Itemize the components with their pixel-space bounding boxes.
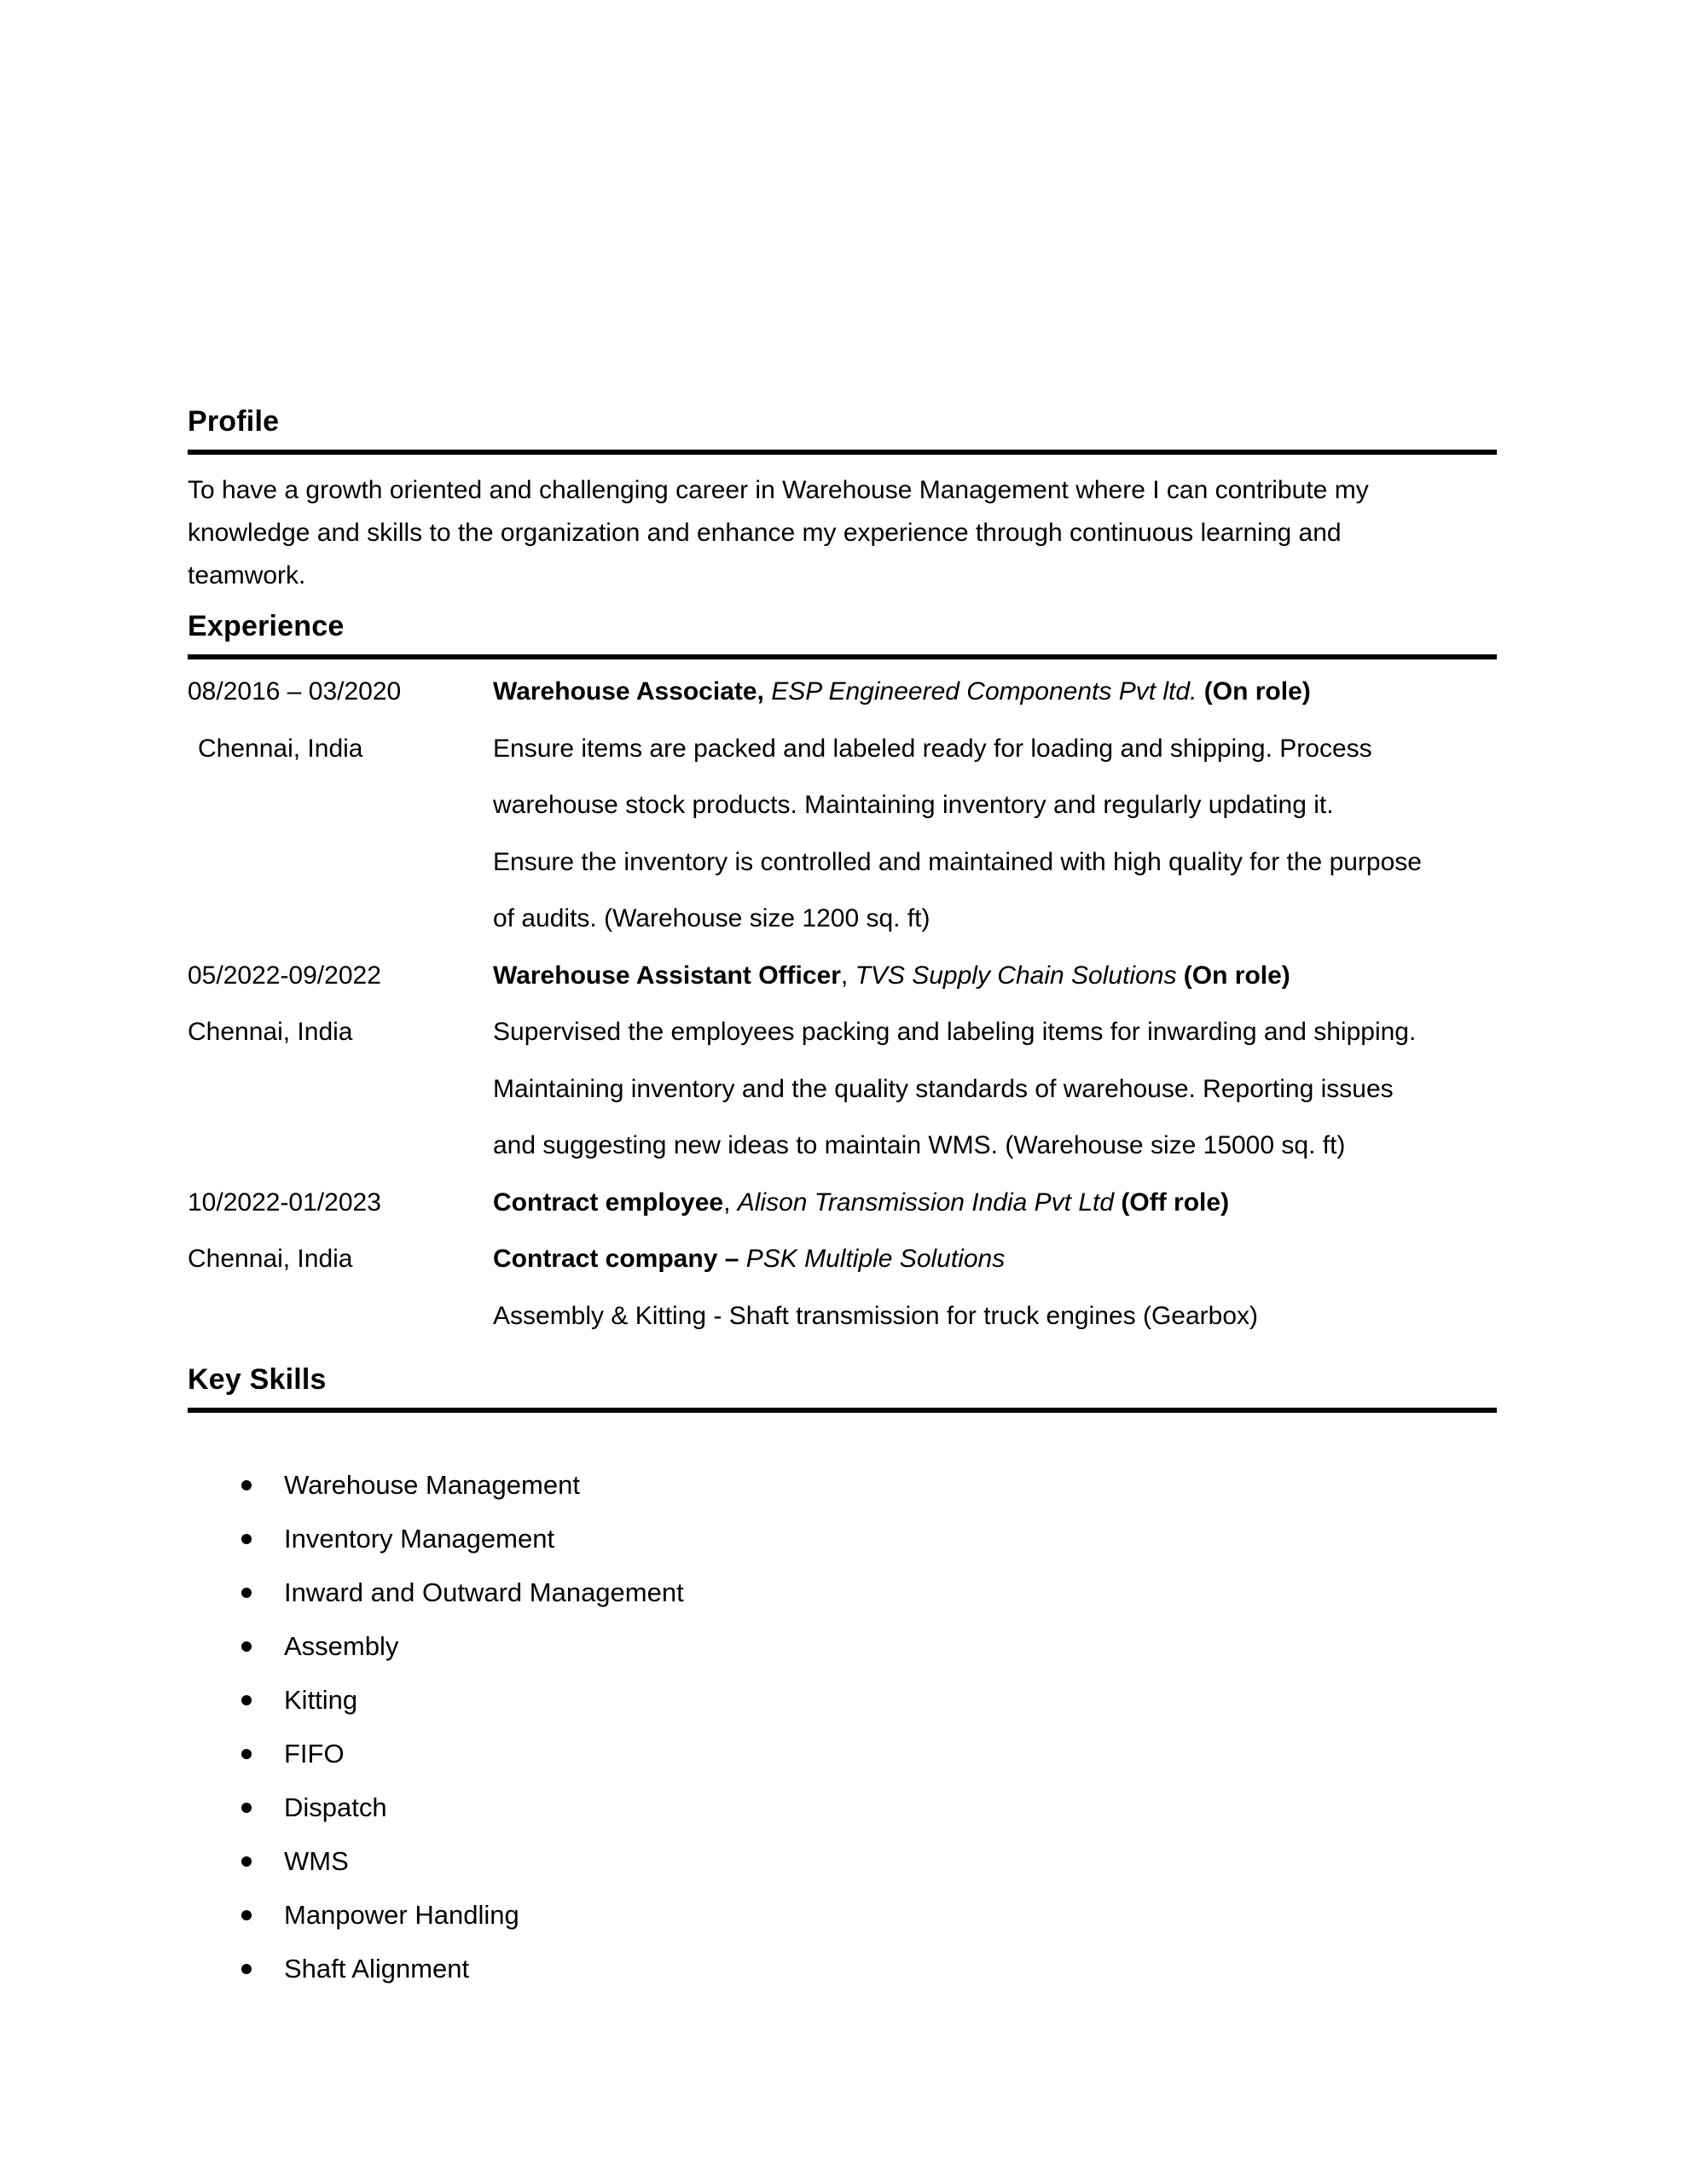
skills-section-heading: Key Skills	[188, 1362, 1497, 1413]
text-run: Ensure the inventory is controlled and maintained with high quality for the purpose	[493, 847, 1422, 876]
experience-row	[188, 1061, 1687, 1118]
experience-row	[188, 664, 1687, 721]
text-run: ,	[723, 1188, 738, 1217]
text-run: Supervised the employees packing and labeling items for inwarding and shipping.	[493, 1018, 1417, 1046]
text-run: Contract company –	[493, 1245, 746, 1273]
experience-section-heading: Experience	[188, 609, 1497, 659]
experience-date: 10/2022-01/2023	[188, 1188, 381, 1217]
skill-item: Kitting	[188, 1673, 684, 1727]
skill-item: Assembly	[188, 1619, 684, 1673]
experience-line	[493, 891, 1687, 948]
text-run: ESP Engineered Components Pvt ltd.	[771, 677, 1197, 706]
experience-date: 05/2022-09/2022	[188, 961, 381, 990]
text-run: of audits. (Warehouse size 1200 sq. ft)	[493, 904, 930, 932]
experience-line	[493, 1061, 1687, 1118]
text-run: Maintaining inventory and the quality standards of warehouse. Reporting issues	[493, 1074, 1394, 1103]
text-run: and suggesting new ideas to maintain WMS. (Warehouse size 15000 sq. ft)	[493, 1131, 1346, 1159]
experience-location: Chennai, India	[188, 1245, 353, 1273]
experience-title	[493, 1175, 1687, 1232]
experience-line	[493, 1288, 1687, 1345]
experience-row	[188, 1004, 1687, 1061]
experience-entries	[188, 664, 1687, 1345]
experience-row	[188, 1231, 1687, 1288]
experience-date: 08/2016 – 03/2020	[188, 677, 402, 706]
experience-row	[188, 721, 1687, 778]
text-run: Ensure items are packed and labeled ready for loading and shipping. Process	[493, 734, 1372, 763]
experience-row	[188, 891, 1687, 948]
experience-line	[493, 1231, 1687, 1288]
experience-label-empty	[188, 1118, 493, 1175]
text-run: Alison Transmission India Pvt Ltd	[737, 1188, 1115, 1217]
text-run: (Off role)	[1121, 1188, 1230, 1217]
experience-label-empty	[188, 777, 493, 834]
text-run: PSK Multiple Solutions	[745, 1245, 1006, 1273]
profile-paragraph-line: knowledge and skills to the organization and enhance my experience through continuous learning and	[188, 519, 1342, 547]
experience-row	[188, 1175, 1687, 1232]
experience-line	[493, 721, 1687, 778]
experience-label-empty	[188, 891, 493, 948]
experience-line	[493, 834, 1687, 892]
skill-item: Inventory Management	[188, 1512, 684, 1565]
skill-item: WMS	[188, 1834, 684, 1888]
experience-title	[493, 948, 1687, 1005]
text-run: (On role)	[1183, 961, 1290, 990]
skills-list	[188, 1458, 684, 1995]
skill-item: Inward and Outward Management	[188, 1565, 684, 1619]
text-run: Contract employee	[493, 1188, 724, 1217]
experience-line	[493, 777, 1687, 834]
experience-label-empty	[188, 1061, 493, 1118]
experience-line	[493, 1004, 1687, 1061]
experience-row	[188, 834, 1687, 892]
experience-label-empty	[188, 834, 493, 892]
text-run: TVS Supply Chain Solutions	[855, 961, 1177, 990]
skill-item: FIFO	[188, 1727, 684, 1780]
experience-row	[188, 1288, 1687, 1345]
text-run: warehouse stock products. Maintaining inventory and regularly updating it.	[493, 791, 1334, 819]
experience-location: Chennai, India	[188, 1018, 353, 1046]
experience-row	[188, 1118, 1687, 1175]
experience-location: Chennai, India	[198, 734, 363, 763]
experience-label-empty	[188, 1288, 493, 1345]
experience-row	[188, 948, 1687, 1005]
profile-paragraph-line: To have a growth oriented and challenging career in Warehouse Management where I can contribute my	[188, 476, 1369, 504]
text-run	[764, 677, 771, 706]
text-run: (On role)	[1203, 677, 1311, 706]
skill-item: Manpower Handling	[188, 1888, 684, 1942]
skill-item: Warehouse Management	[188, 1458, 684, 1512]
text-run	[1197, 677, 1203, 706]
skill-item: Dispatch	[188, 1780, 684, 1834]
text-run: Warehouse Associate,	[493, 677, 764, 706]
experience-row	[188, 777, 1687, 834]
text-run: ,	[840, 961, 855, 990]
skill-item: Shaft Alignment	[188, 1942, 684, 1995]
profile-paragraph-line: teamwork.	[188, 561, 306, 590]
profile-section-heading: Profile	[188, 404, 1497, 455]
experience-line	[493, 1118, 1687, 1175]
text-run: Assembly & Kitting - Shaft transmission for truck engines (Gearbox)	[493, 1301, 1259, 1330]
text-run: Warehouse Assistant Officer	[493, 961, 841, 990]
experience-title	[493, 664, 1687, 721]
text-run	[1176, 961, 1183, 990]
profile-paragraph	[188, 469, 1369, 597]
